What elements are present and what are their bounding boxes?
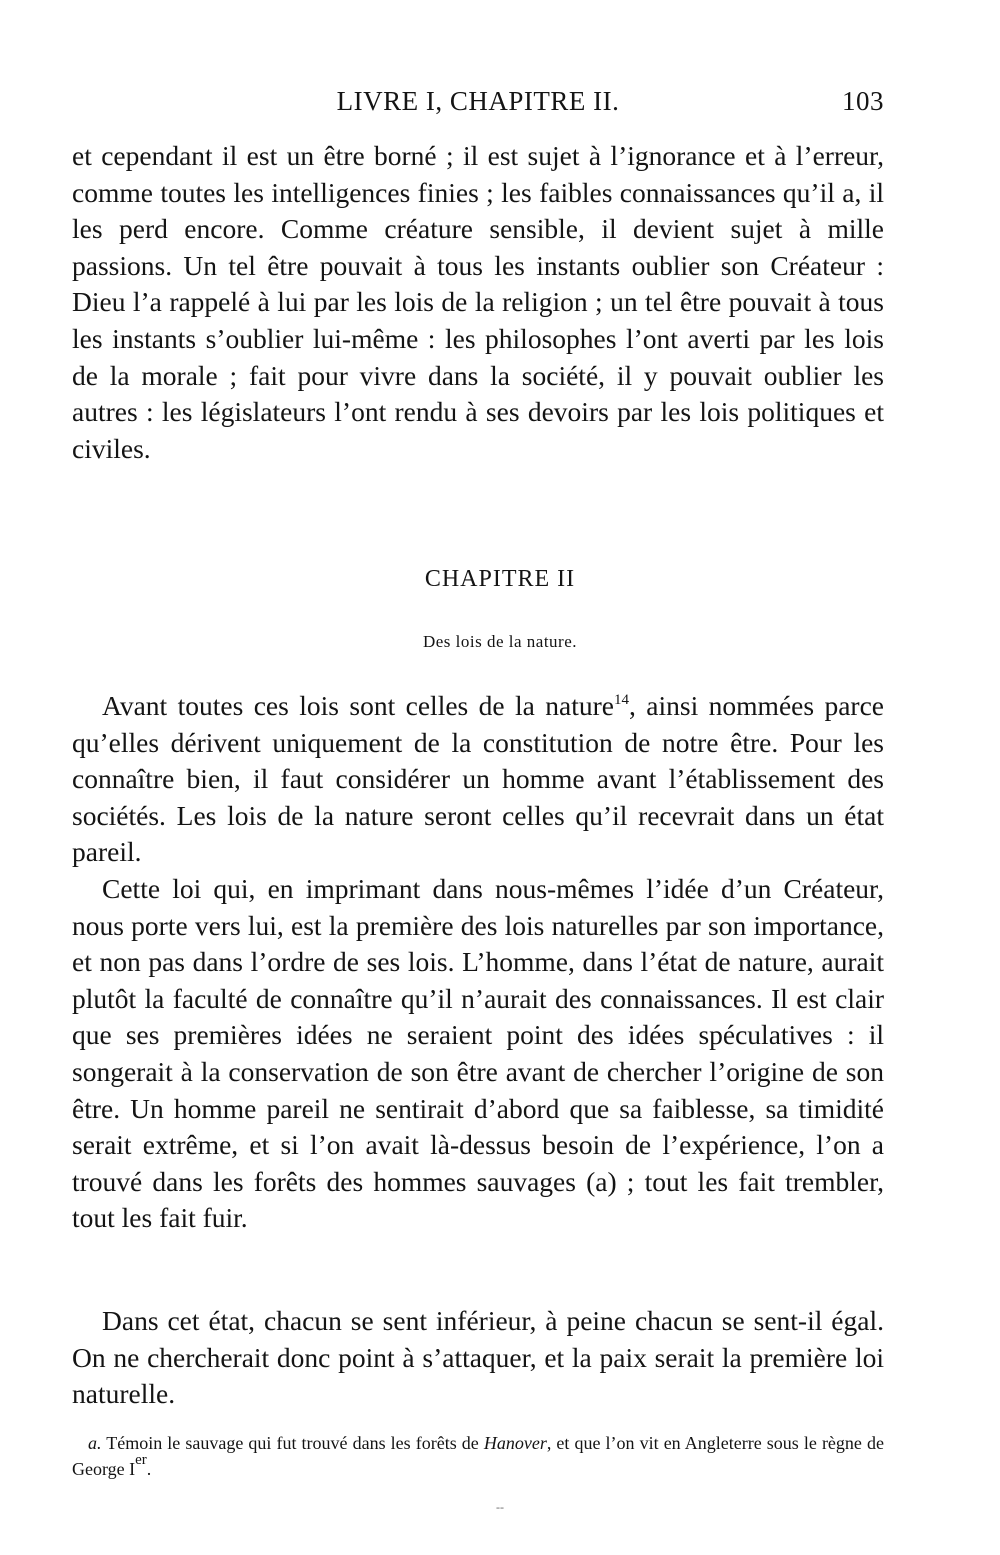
paragraph-continuation: et cependant il est un être borné ; il est sujet à l’ignorance et à l’erreur, comme toutes les intelligences finies ; les faibles connaissances qu’il a, il les perd encore. Comme créature sensible, il devient sujet à mille passions. Un tel être pouvait à tous les instants oublier son Créateur : Dieu l’a rappelé à lui par les lois de la religion ; un tel être pouvait à tous les instants s’oublier lui-même : les philosophes l’ont averti par les lois de la morale ; fait pour vivre dans la société, il y pouvait oublier les autres : les législateurs l’ont rendu à ses devoirs par les lois politiques et civiles. (72, 140, 884, 464)
footnote (72, 1430, 884, 1482)
running-title: LIVRE I, CHAPITRE II. (336, 86, 620, 116)
footnote-text: , et que l’on vit en Angleterre sous le règne de George I (72, 1433, 884, 1479)
footnote-text: Témoin le sauvage qui fut trouvé dans les forêts de (106, 1433, 479, 1453)
chapter-subtitle: Des lois de la nature. (422, 632, 578, 651)
bottom-mark: -- (496, 1500, 504, 1514)
page-number: 103 (842, 86, 884, 116)
running-header (72, 86, 884, 126)
note-reference: 14 (614, 692, 630, 708)
paragraph-first-law: Cette loi qui, en imprimant dans nous-mêmes l’idée d’un Créateur, nous porte vers lui, est la première des lois naturelles par son importance, et non pas dans l’ordre de ses lois. L’homme, dans l’état de nature, aurait plutôt la faculté de connaître qu’il n’aurait des connaissances. Il est clair que ses premières idées ne seraient point des idées spéculatives : il songerait à la conservation de son être avant de chercher l’origine de son être. Un homme pareil ne sentirait d’abord que sa faiblesse, sa timidité serait extrême, et si l’on avait là-dessus besoin de l’expérience, l’on a trouvé dans les forêts des hommes sauvages (a) ; tout les fait trembler, tout les fait fuir. (72, 873, 884, 1234)
paragraph-peace: Dans cet état, chacun se sent inférieur, à peine chacun se sent-il égal. On ne chercherait donc point à s’attaquer, et la paix serait la première loi naturelle. (72, 1305, 884, 1410)
paragraph-text: Avant toutes ces lois sont celles de la nature (102, 690, 615, 721)
footnote-place: Hanover (483, 1433, 547, 1453)
footnote-ordinal: er (135, 1452, 147, 1468)
footnote-marker: a. (88, 1433, 102, 1453)
chapter-title: CHAPITRE II (424, 566, 576, 592)
paragraph-text: , ainsi nommées parce qu’elles dérivent uniquement de la constitution de notre être. Pour les connaître bien, il faut considérer un homme avant l’établissement des sociétés. Les lois de la nature seront celles qu’il recevrait dans un état pareil. (72, 690, 885, 868)
paragraph-laws-of-nature (72, 688, 884, 871)
footnote-end: . (146, 1459, 152, 1479)
